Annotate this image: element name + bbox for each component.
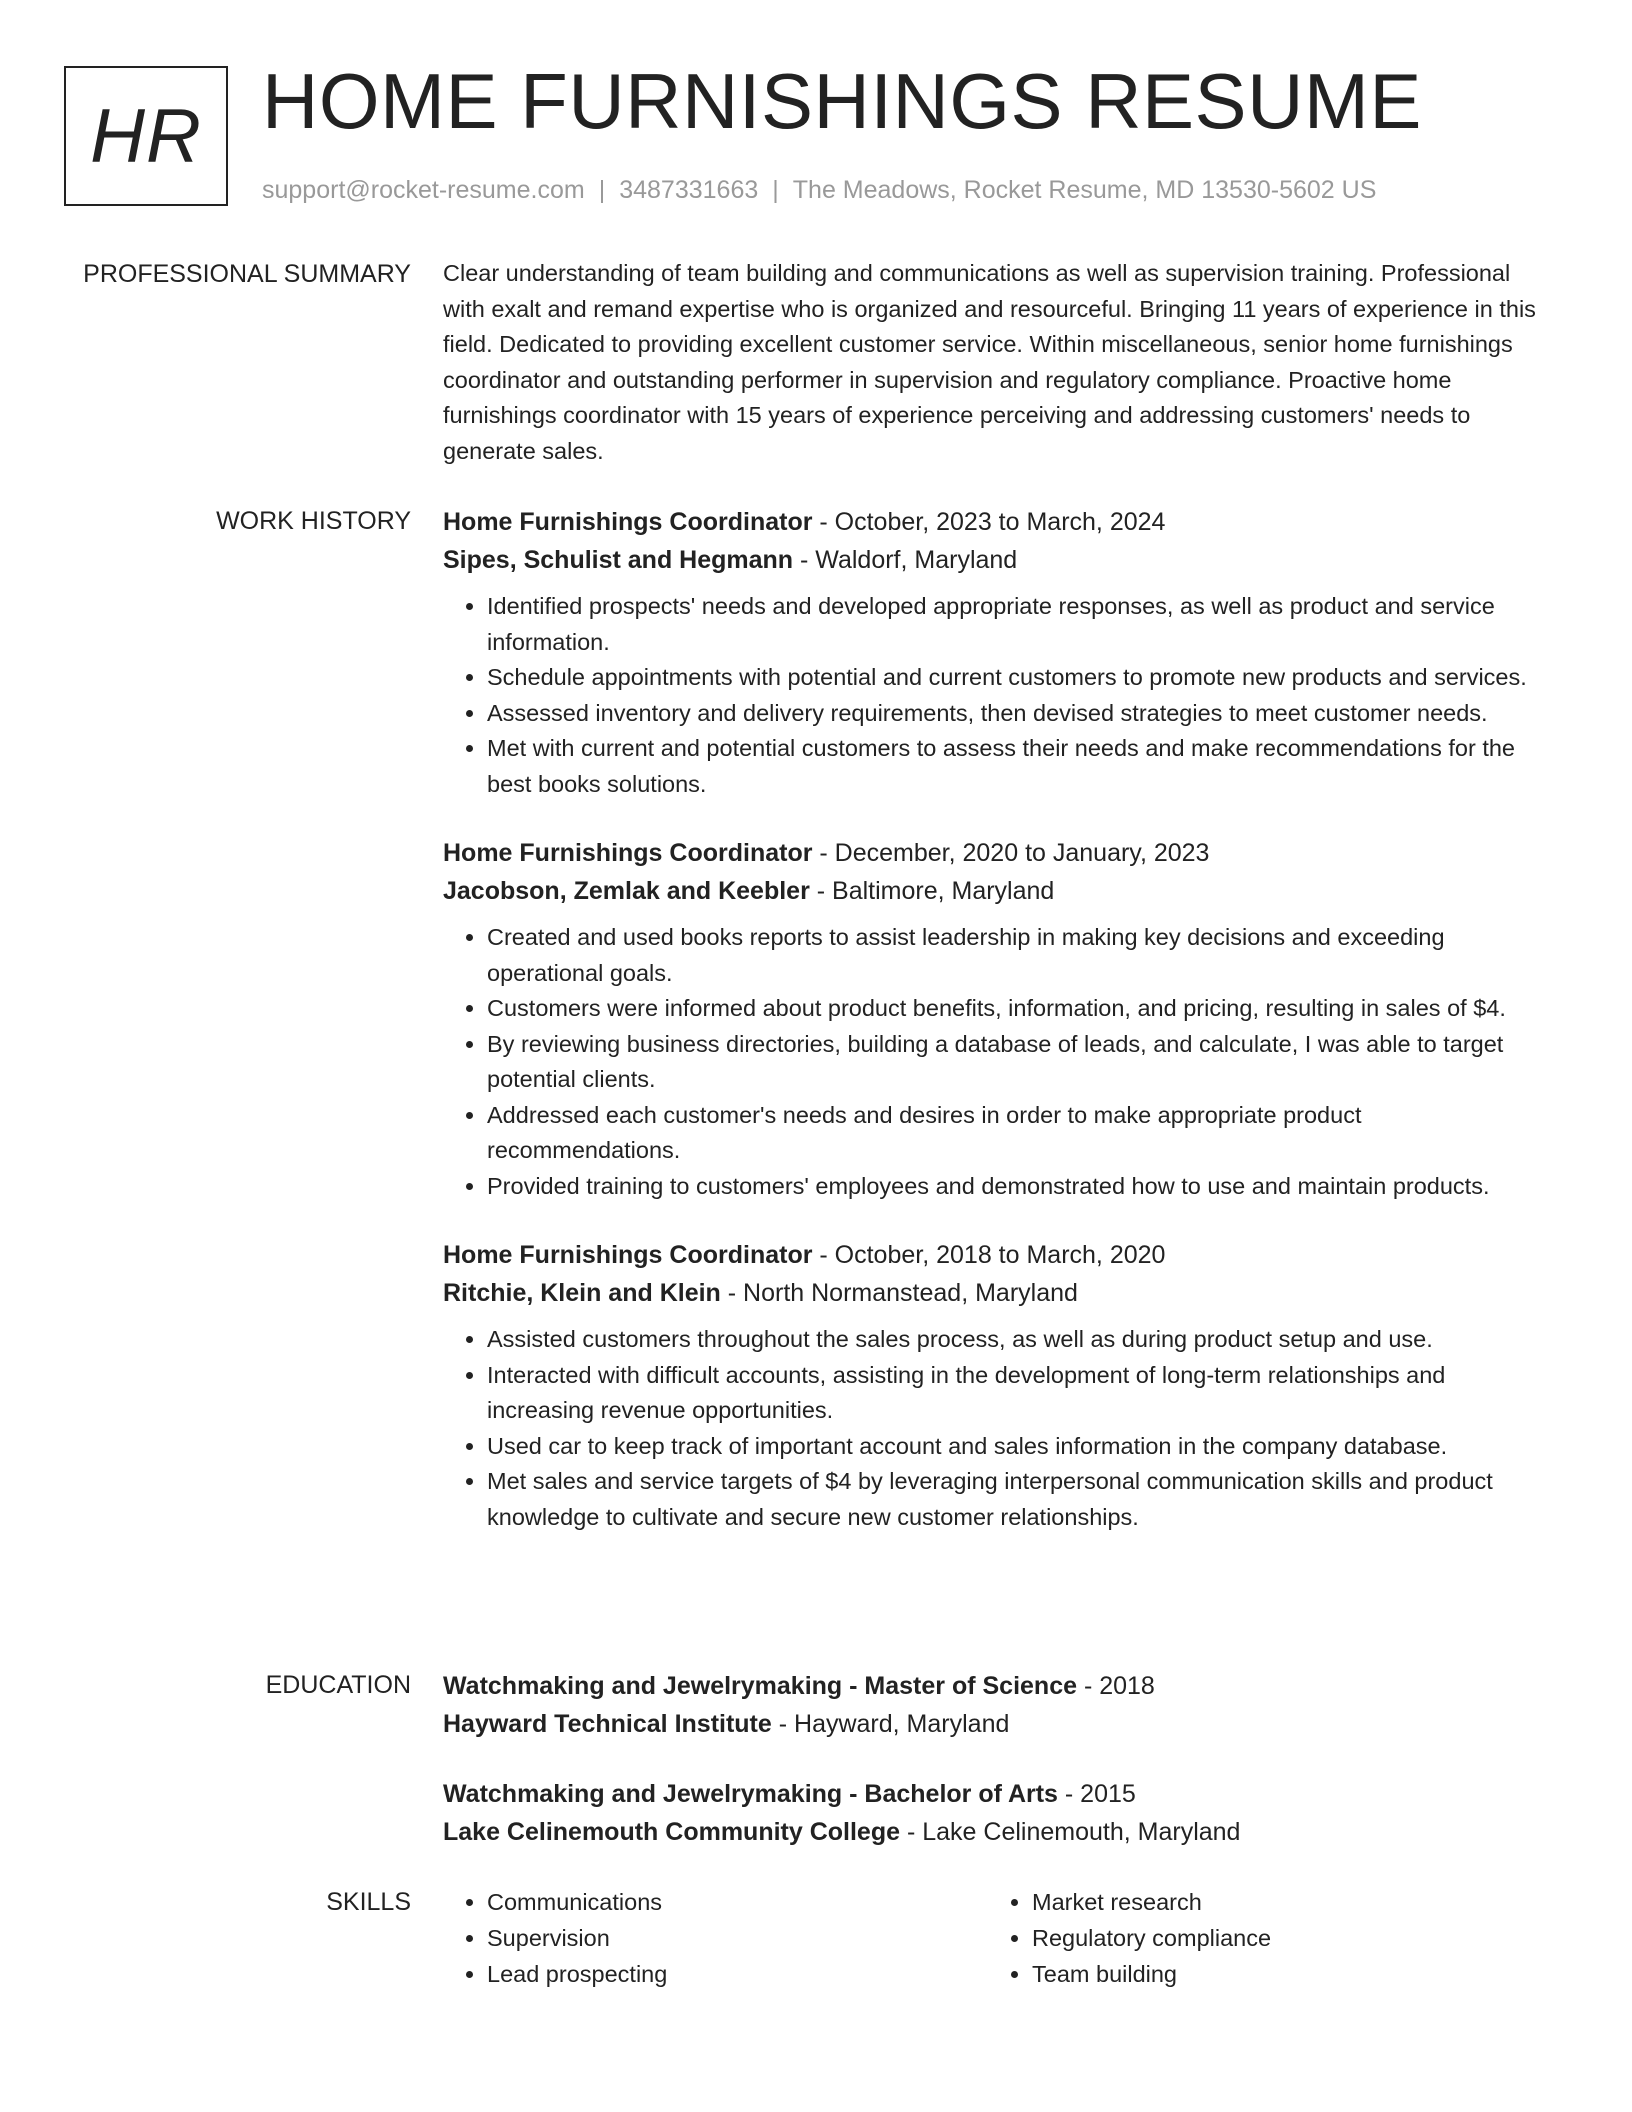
education-school: Hayward Technical Institute	[443, 1710, 772, 1738]
education-degree-line	[443, 1667, 1553, 1705]
skill-item: • Communications	[487, 1884, 988, 1920]
education-school: Lake Celinemouth Community College	[443, 1818, 901, 1846]
education-school-line	[443, 1813, 1553, 1851]
education-degree: Watchmaking and Jewelrymaking - Master of Science	[443, 1672, 1077, 1700]
skills-list-left	[443, 1884, 988, 1992]
job-bullet: • Interacted with difficult accounts, assisting in the development of long-term relationships and increasing revenue opportunities.	[487, 1358, 1553, 1429]
job-dates: - October, 2018 to March, 2020	[812, 1241, 1166, 1269]
section-label-work-history: WORK HISTORY	[216, 507, 411, 535]
job-bullet: • By reviewing business directories, building a database of leads, and calculate, I was able to target potential clients.	[487, 1027, 1553, 1098]
job-title-line	[443, 1236, 1553, 1274]
section-label-education: EDUCATION	[265, 1671, 411, 1699]
job-company-line	[443, 541, 1553, 579]
summary-text: Clear understanding of team building and communications as well as supervision training. Professional with exalt and remand expertise who is organized and resourceful. Bringing 11 years of experience in this field. Dedicated to providing excellent customer service. Within miscellaneous, senior home furnishings coordinator and outstanding performer in supervision and regulatory compliance. Proactive home furnishings coordinator with 15 years of experience perceiving and addressing customers' needs to generate sales.	[443, 260, 1536, 464]
education-location: - Lake Celinemouth, Maryland	[900, 1818, 1241, 1846]
job-location: - North Normanstead, Maryland	[720, 1279, 1078, 1307]
job-company: Jacobson, Zemlak and Keebler	[443, 877, 810, 905]
contact-line	[262, 172, 1376, 208]
job-company-line	[443, 1274, 1553, 1312]
job-bullets	[443, 920, 1553, 1204]
job-company: Ritchie, Klein and Klein	[443, 1279, 721, 1307]
job-title: Home Furnishings Coordinator	[443, 1241, 813, 1269]
skills-columns	[443, 1884, 1553, 1992]
skill-item: • Lead prospecting	[487, 1956, 988, 1992]
skill-item: • Market research	[1032, 1884, 1533, 1920]
resume-title: HOME FURNISHINGS RESUME	[262, 57, 1422, 145]
section-label-skills: SKILLS	[326, 1888, 411, 1916]
job-entry	[443, 503, 1553, 802]
job-bullet: • Assessed inventory and delivery requirements, then devised strategies to meet customer needs.	[487, 696, 1553, 732]
job-company-line	[443, 872, 1553, 910]
job-title-line	[443, 834, 1553, 872]
contact-separator: |	[598, 176, 606, 204]
monogram-logo	[64, 66, 228, 206]
job-bullet: • Addressed each customer's needs and desires in order to make appropriate product recommendations.	[487, 1098, 1553, 1169]
education-degree: Watchmaking and Jewelrymaking - Bachelor of Arts	[443, 1780, 1058, 1808]
education-year: - 2015	[1057, 1780, 1136, 1808]
education-entry	[443, 1775, 1553, 1851]
education-degree-line	[443, 1775, 1553, 1813]
contact-address: The Meadows, Rocket Resume, MD 13530-5602 US	[792, 176, 1377, 204]
job-company: Sipes, Schulist and Hegmann	[443, 546, 794, 574]
contact-separator: |	[772, 176, 779, 204]
job-bullet: • Identified prospects' needs and developed appropriate responses, as well as product and service information.	[487, 589, 1553, 660]
job-dates: - October, 2023 to March, 2024	[812, 508, 1166, 536]
job-title-line	[443, 503, 1553, 541]
education-school-line	[443, 1705, 1553, 1743]
job-bullet: • Provided training to customers' employees and demonstrated how to use and maintain products.	[487, 1169, 1553, 1205]
contact-email: support@rocket-resume.com	[262, 176, 585, 204]
job-bullets	[443, 1322, 1553, 1535]
education-entry	[443, 1667, 1553, 1743]
job-bullet: • Assisted customers throughout the sales process, as well as during product setup and use.	[487, 1322, 1553, 1358]
job-bullet: • Created and used books reports to assist leadership in making key decisions and exceeding operational goals.	[487, 920, 1553, 991]
job-entry	[443, 1236, 1553, 1535]
job-dates: - December, 2020 to January, 2023	[812, 839, 1210, 867]
skills-list-right	[988, 1884, 1533, 1992]
job-title: Home Furnishings Coordinator	[443, 839, 813, 867]
contact-phone: 3487331663	[619, 176, 759, 204]
section-label-summary: PROFESSIONAL SUMMARY	[83, 260, 411, 288]
job-entry	[443, 834, 1553, 1204]
job-bullet: • Met with current and potential customers to assess their needs and make recommendations for the best books solutions.	[487, 731, 1553, 802]
job-bullets	[443, 589, 1553, 802]
education-location: - Hayward, Maryland	[771, 1710, 1010, 1738]
job-bullet: • Customers were informed about product benefits, information, and pricing, resulting in sales of $4.	[487, 991, 1553, 1027]
skill-item: • Supervision	[487, 1920, 988, 1956]
job-bullet: • Schedule appointments with potential and current customers to promote new products and services.	[487, 660, 1553, 696]
education-year: - 2018	[1077, 1672, 1155, 1700]
job-title: Home Furnishings Coordinator	[443, 508, 813, 536]
job-bullet: • Met sales and service targets of $4 by leveraging interpersonal communication skills and product knowledge to cultivate and secure new customer relationships.	[487, 1464, 1553, 1535]
skill-item: • Regulatory compliance	[1032, 1920, 1533, 1956]
skill-item: • Team building	[1032, 1956, 1533, 1992]
job-location: - Waldorf, Maryland	[793, 546, 1018, 574]
monogram-text: HR	[90, 93, 202, 179]
job-bullet: • Used car to keep track of important account and sales information in the company database.	[487, 1429, 1553, 1465]
job-location: - Baltimore, Maryland	[809, 877, 1055, 905]
